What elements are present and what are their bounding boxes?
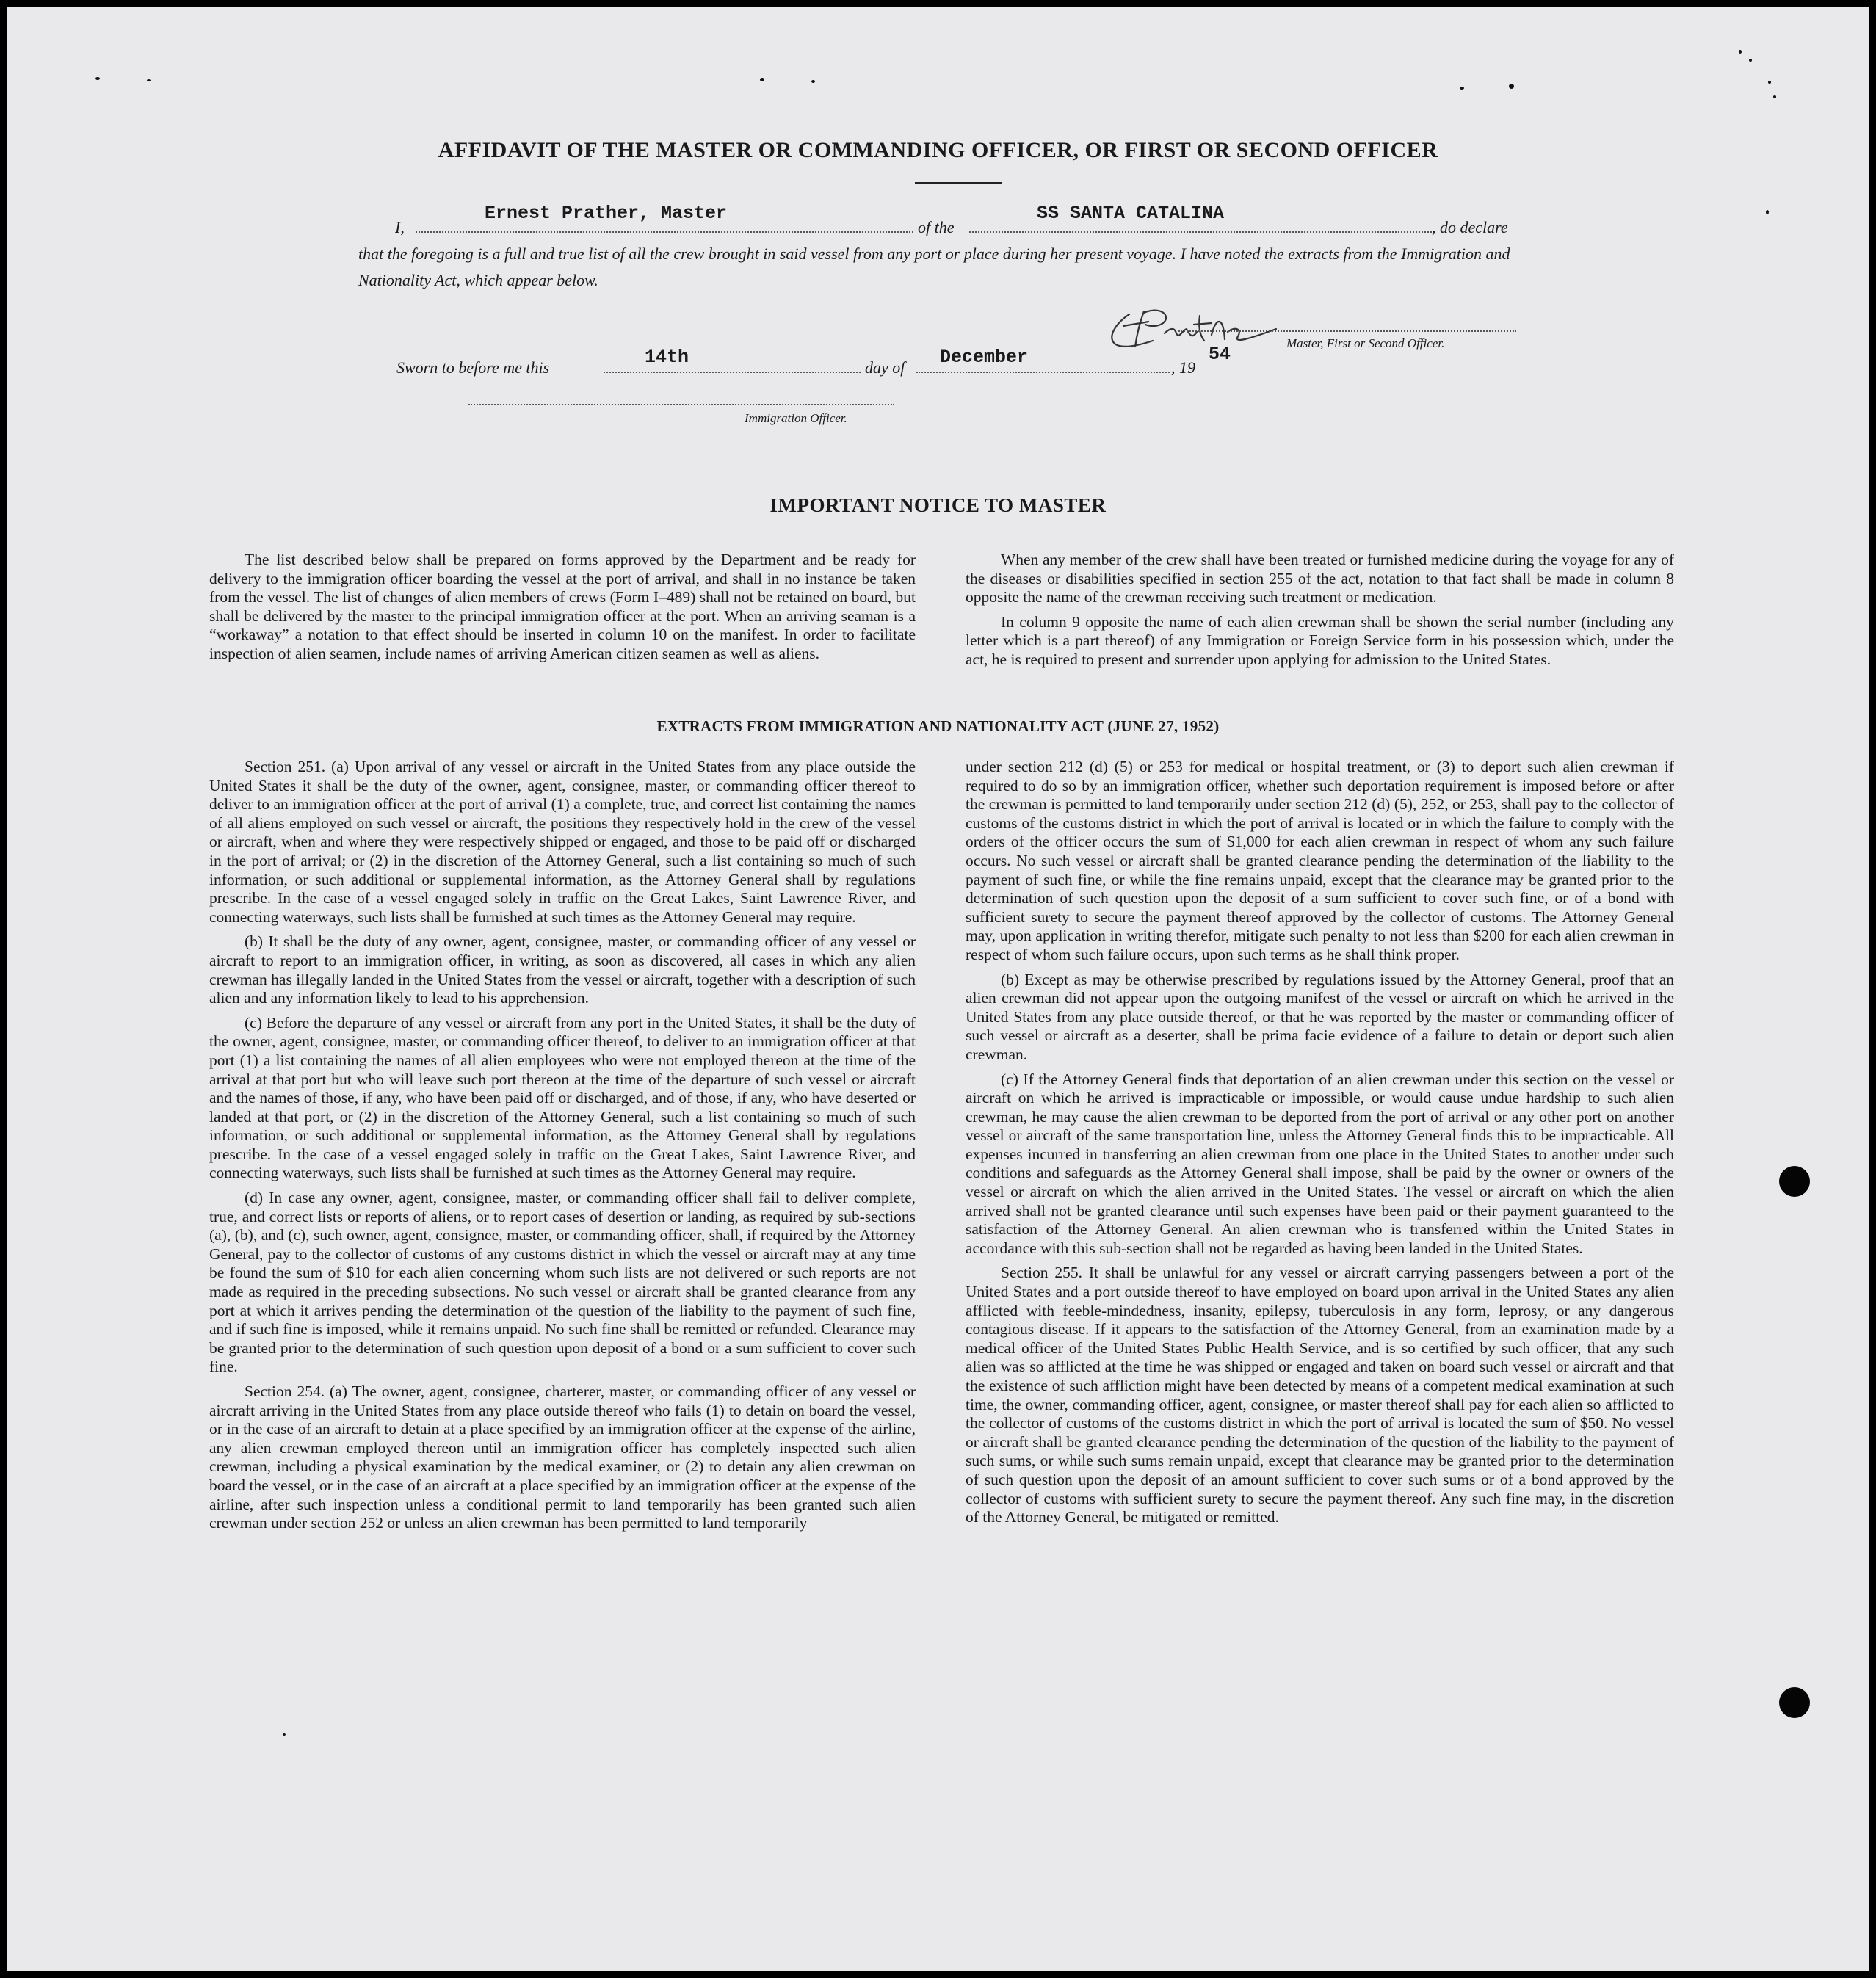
extracts-left-column [209,758,916,1539]
day-field-line [604,372,861,373]
notice-right-column [966,551,1674,675]
affidavit-title: AFFIDAVIT OF THE MASTER OR COMMANDING OFFICER, OR FIRST OR SECOND OFFICER [438,138,1438,162]
officer-role-label: Immigration Officer. [745,411,847,425]
notice-paragraph: In column 9 opposite the name of each alien crewman shall be shown the serial number (including any letter which is a part thereof) of any Immigration or Foreign Service form in his possession which, under the act, he is required to present and surrender upon applying for admission to the United States. [966,612,1674,668]
extracts-right-column [966,758,1674,1533]
scan-speck [1768,81,1771,84]
notice-paragraph: The list described below shall be prepared on forms approved by the Department and be ready for delivery to the immigration officer boarding the vessel at the port of arrival, and shall in no instance be taken from the vessel. The list of changes of alien members of crews (Form I–489) shall not be retained on board, but shall be delivered by the master to the principal immigration officer at the port. When an arriving seaman is a “workaway” a notation to that effect should be inserted in column 10 on the manifest. In order to facilitate inspection of alien seamen, include names of arriving American citizen seamen as well as aliens. [209,551,916,662]
document-page [7,7,1869,1971]
master-name-value: Ernest Prather, Master [485,203,728,224]
declare-label: , do declare [1432,218,1508,236]
day-of-label: day of [865,358,905,377]
notice-title: IMPORTANT NOTICE TO MASTER [769,494,1107,516]
vessel-name-value: SS SANTA CATALINA [1037,203,1225,224]
scan-speck [1749,59,1752,62]
day-value: 14th [645,347,689,368]
scan-speck [1739,50,1742,54]
month-value: December [940,347,1029,368]
year-prefix-label: , 19 [1171,358,1195,377]
extract-paragraph: (c) If the Attorney General finds that deportation of an alien crewman under this section on the vessel or aircraft on which he arrived is impracticable or impossible, or would cause undue hardship to such alien crewman, he may cause the alien crewman to be deported from the port of arrival or any other port on another vessel or aircraft of the same transportation line, unless the Attorney General finds this to be impracticable. All expenses incurred in transferring an alien crewman from one place in the United States to another under such conditions and safeguards as the Attorney General shall impose, shall be paid by the owner or owners of the vessel or aircraft on which the alien arrived in the United States. The vessel or aircraft on which the alien arrived shall not be granted clearance until such expenses have been paid or their payment guaranteed to the satisfaction of the Attorney General. An alien crewman who is transferred within the United States in accordance with this sub-section shall not be regarded as having been landed in the United States. [966,1070,1674,1257]
scan-speck [147,79,151,81]
vessel-field-line [969,231,1432,233]
declaration-statement: that the foregoing is a full and true list of all the crew brought in said vessel from any port or place during her present voyage. I have noted the extracts from the Immigration and Nationality Act, which appear below. [358,244,1510,289]
scan-speck [1773,95,1776,98]
extract-paragraph: (d) In case any owner, agent, consignee, master, or commanding officer shall fail to deliver complete, true, and correct lists or reports of aliens, or to report cases of desertion or landing, as required by sub-sections (a), (b), and (c), such owner, agent, consignee, master, or commanding officer, shall, if required by the Attorney General, pay to the collector of customs of any customs district in which the vessel or aircraft may at any time be found the sum of $10 for each alien concerning whom such lists are not delivered or such reports are not made as required in the preceding subsections. No such vessel or aircraft shall be granted clearance from any port at which it arrives pending the determination of the question of the liability to the payment of such fine, and if such fine is imposed, while it remains unpaid. No such fine shall be remitted or refunded. Clearance may be granted prior to the determination of such question upon deposit of a bond or a sum sufficient to cover such fine. [209,1189,916,1376]
i-label: I, [395,218,405,236]
month-field-line [916,372,1170,373]
extract-paragraph: (b) It shall be the duty of any owner, agent, consignee, master, or commanding officer of any vessel or aircraft to report to an immigration officer, in writing, as soon as discovered, all cases in which any alien crewman has illegally landed in the United States from the vessel or aircraft, together with a description of such alien and any information likely to lead to his apprehension. [209,932,916,1007]
scan-speck [95,77,100,80]
extract-paragraph: Section 255. It shall be unlawful for any vessel or aircraft carrying passengers between a port of the United States and a port outside thereof to have employed on board upon arrival in the United States any alien afflicted with feeble-mindedness, insanity, epilepsy, tuberculosis in any form, leprosy, or any dangerous contagious disease. If it appears to the satisfaction of the Attorney General, from an examination made by a medical officer of the United States Public Health Service, and is so certified by such officer, that any such alien was so afflicted at the time he was shipped or engaged and taken on board such vessel or aircraft and that the existence of such affliction might have been detected by means of a competent medical examination at such time, the owner, commanding officer, agent, consignee, or master thereof shall pay for each alien so afflicted to the collector of customs of the customs district in which the port of arrival is located the sum of $50. No vessel or aircraft shall be granted clearance pending the determination of the question of the liability to the payment of such sums, or while such sums remain unpaid, except that clearance may be granted prior to the determination of such question upon the deposit of an amount sufficient to cover such sums or of a bond approved by the collector of customs with sufficient surety to secure the payment thereof. Any such fine may, in the discretion of the Attorney General, be mitigated or remitted. [966,1264,1674,1526]
extract-paragraph: (b) Except as may be otherwise prescribed by regulations issued by the Attorney General, proof that an alien crewman did not appear upon the outgoing manifest of the vessel or aircraft on which he arrived in the United States from any place outside thereof, or that he was reported by the master or commanding officer of such vessel or aircraft as a deserter, shall be prima facie evidence of a failure to detain or deport such alien crewman. [966,970,1674,1063]
sworn-label: Sworn to before me this [396,358,550,377]
title-divider [915,182,1002,184]
year-value: 54 [1209,344,1231,365]
punch-hole [1779,1687,1810,1718]
name-field-line [416,231,913,233]
signer-role-label: Master, First or Second Officer. [1286,336,1445,350]
notice-left-column [209,551,916,670]
scan-speck [811,80,815,83]
signature-line [1178,330,1516,332]
scan-speck [1460,87,1464,90]
notice-paragraph: When any member of the crew shall have been treated or furnished medicine during the voyage for any of the diseases or disabilities specified in section 255 of the act, notation to that fact shall be made in column 8 opposite the name of the crewman receiving such treatment or medication. [966,551,1674,606]
extract-paragraph: Section 251. (a) Upon arrival of any vessel or aircraft in the United States from any place outside the United States it shall be the duty of the owner, agent, consignee, master, or commanding officer thereof to deliver to an immigration officer at the port of arrival (1) a complete, true, and correct list containing the names of all aliens employed on such vessel or aircraft, the positions they respectively hold in the crew of the vessel or aircraft, when and where they were respectively shipped or engaged, and those to be paid off or discharged in the port of arrival; or (2) in the discretion of the Attorney General, such a list containing so much of such information, or such additional or supplemental information, as the Attorney General shall by regulations prescribe. In the case of a vessel engaged solely in traffic on the Great Lakes, Saint Lawrence River, and connecting waterways, such lists shall be furnished at such times as the Attorney General may require. [209,758,916,926]
scan-speck [760,78,764,81]
extract-paragraph: under section 212 (d) (5) or 253 for medical or hospital treatment, or (3) to deport such alien crewman if required to do so by an immigration officer, whether such deportation requirement is imposed before or after the crewman is permitted to land temporarily under section 212 (d) (5), 252, or 253, shall pay to the collector of customs of the customs district in which the port of arrival is located or in which the failure to comply with the orders of the officer occurs the sum of $1,000 for each alien crewman in respect of whom any such failure occurs. No such vessel or aircraft shall be granted clearance pending the determination of the liability to the payment of such fine, or while the fine remains unpaid, except that the clearance may be granted prior to the determination of such question upon the deposit of a sum sufficient to cover such fine, or of a bond with sufficient surety to secure the payment thereof approved by the collector of customs. The Attorney General may, upon application in writing therefor, mitigate such penalty to not less than $200 for each alien crewman in respect of whom such failure occurs, upon such terms as he shall think proper. [966,758,1674,963]
extract-paragraph: Section 254. (a) The owner, agent, consignee, charterer, master, or commanding officer of any vessel or aircraft arriving in the United States from any place outside thereof who fails (1) to detain on board the vessel, or in the case of an aircraft to detain at a place specified by an immigration officer at the expense of the airline, any alien crewman employed thereon until an immigration officer has completely inspected such alien crewman, including a physical examination by the medical examiner, or (2) to detain any alien crewman on board the vessel, or in the case of an aircraft at a place specified by an immigration officer at the expense of the airline, after such inspection unless a conditional permit to land temporarily has been granted such alien crewman under section 252 or unless an alien crewman has been permitted to land temporarily [209,1383,916,1532]
officer-signature-line [468,404,894,405]
extracts-title: EXTRACTS FROM IMMIGRATION AND NATIONALITY ACT (JUNE 27, 1952) [656,717,1220,735]
of-the-label: of the [918,218,955,236]
scan-speck [283,1733,286,1736]
extract-paragraph: (c) Before the departure of any vessel or aircraft from any port in the United States, it shall be the duty of the owner, agent, consignee, master, or commanding officer thereof, to deliver to an immigration officer at that port (1) a list containing the names of all alien employees who were not employed thereon at the time of the arrival at that port but who will leave such port thereon at the time of the departure of such vessel or aircraft and the names of those, if any, who have been paid off or discharged, and of those, if any, who have deserted or landed at that port, or (2) in the discretion of the Attorney General, such a list containing so much of such information, or such additional or supplemental information, as the Attorney General shall by regulations prescribe. In the case of a vessel engaged solely in traffic on the Great Lakes, Saint Lawrence River, and connecting waterways, such lists shall be furnished at such times as the Attorney General may require. [209,1013,916,1182]
scan-speck [1766,210,1769,214]
scan-speck [1509,84,1514,89]
punch-hole [1779,1166,1810,1197]
